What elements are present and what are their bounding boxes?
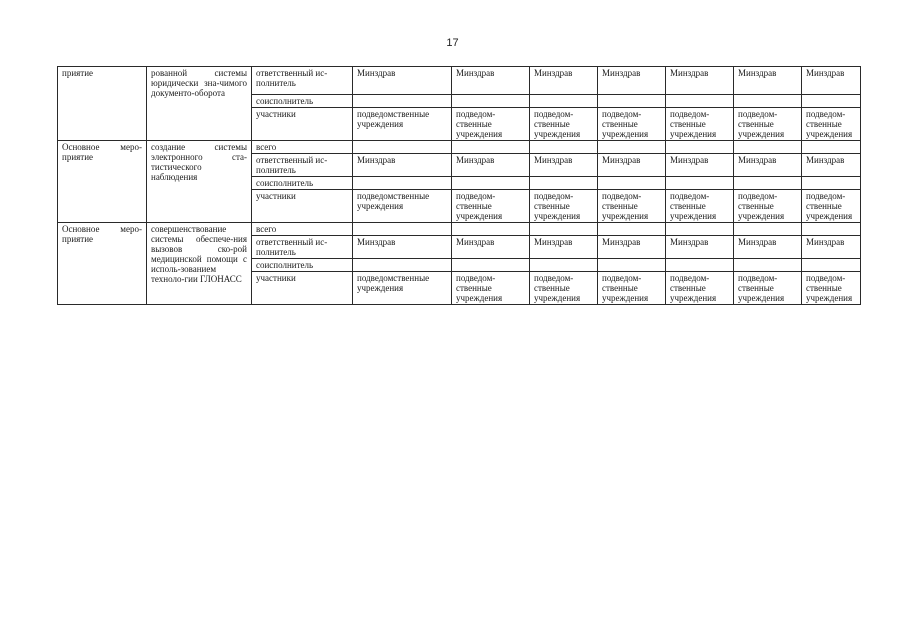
role-label-cell: всего (252, 223, 353, 236)
value-cell: подведом-ственные учреждения (530, 190, 598, 223)
role-label-cell: соисполнитель (252, 177, 353, 190)
value-cell (598, 223, 666, 236)
measure-type-cell: приятие (58, 67, 147, 141)
table-row (58, 223, 861, 236)
value-cell (666, 259, 734, 272)
value-cell: Минздрав (452, 236, 530, 259)
value-cell: подведом-ственные учреждения (734, 272, 802, 305)
value-cell (802, 95, 861, 108)
value-cell (734, 177, 802, 190)
value-cell (530, 177, 598, 190)
measure-name-cell: создание системы электронного ста-тистического наблюдения (147, 141, 252, 223)
value-cell (353, 223, 452, 236)
value-cell: Минздрав (452, 67, 530, 95)
value-cell: подведом-ственные учреждения (530, 108, 598, 141)
value-cell (666, 177, 734, 190)
value-cell: подведом-ственные учреждения (666, 108, 734, 141)
value-cell (353, 95, 452, 108)
measure-type-cell: Основное меро-приятие (58, 141, 147, 223)
value-cell (598, 95, 666, 108)
value-cell: подведом-ственные учреждения (598, 272, 666, 305)
role-label-cell: ответственный ис-полнитель (252, 236, 353, 259)
value-cell (802, 141, 861, 154)
value-cell (452, 259, 530, 272)
measure-name-cell: совершенствование системы обеспече-ния вызовов ско-рой медицинской помощи с исполь-зованием техноло-гии ГЛОНАСС (147, 223, 252, 305)
measure-type-cell: Основное меро-приятие (58, 223, 147, 305)
value-cell: подведом-ственные учреждения (734, 108, 802, 141)
page-number: 17 (446, 37, 459, 49)
value-cell: подведом-ственные учреждения (802, 272, 861, 305)
value-cell (452, 177, 530, 190)
value-cell: подведом-ственные учреждения (802, 190, 861, 223)
value-cell (353, 177, 452, 190)
role-label-cell: участники (252, 108, 353, 141)
role-label-cell: ответственный ис-полнитель (252, 67, 353, 95)
role-label-cell: соисполнитель (252, 259, 353, 272)
value-cell (666, 95, 734, 108)
value-cell: Минздрав (353, 154, 452, 177)
value-cell: подведом-ственные учреждения (666, 272, 734, 305)
role-label-cell: участники (252, 190, 353, 223)
value-cell: Минздрав (353, 236, 452, 259)
role-label-cell: ответственный ис-полнитель (252, 154, 353, 177)
value-cell (734, 141, 802, 154)
value-cell: Минздрав (734, 154, 802, 177)
value-cell (452, 223, 530, 236)
value-cell (452, 141, 530, 154)
value-cell: подведомственные учреждения (353, 108, 452, 141)
table-row (58, 141, 861, 154)
value-cell (734, 223, 802, 236)
value-cell (452, 95, 530, 108)
value-cell: подведом-ственные учреждения (452, 190, 530, 223)
value-cell: Минздрав (530, 154, 598, 177)
value-cell (734, 259, 802, 272)
value-cell (666, 141, 734, 154)
value-cell (530, 95, 598, 108)
value-cell: подведомственные учреждения (353, 272, 452, 305)
value-cell: подведом-ственные учреждения (598, 108, 666, 141)
value-cell: Минздрав (598, 67, 666, 95)
measures-table (57, 66, 861, 305)
value-cell: Минздрав (666, 67, 734, 95)
value-cell (530, 141, 598, 154)
value-cell: Минздрав (666, 154, 734, 177)
value-cell: подведомственные учреждения (353, 190, 452, 223)
value-cell: Минздрав (530, 236, 598, 259)
value-cell (802, 223, 861, 236)
value-cell: Минздрав (353, 67, 452, 95)
role-label-cell: всего (252, 141, 353, 154)
value-cell: подведом-ственные учреждения (452, 108, 530, 141)
value-cell: Минздрав (666, 236, 734, 259)
value-cell: Минздрав (598, 236, 666, 259)
value-cell (530, 259, 598, 272)
value-cell: Минздрав (452, 154, 530, 177)
value-cell: подведом-ственные учреждения (734, 190, 802, 223)
value-cell (598, 177, 666, 190)
value-cell (666, 223, 734, 236)
value-cell: Минздрав (530, 67, 598, 95)
value-cell (530, 223, 598, 236)
value-cell (598, 141, 666, 154)
role-label-cell: участники (252, 272, 353, 305)
value-cell (353, 259, 452, 272)
value-cell: подведом-ственные учреждения (802, 108, 861, 141)
table-row (58, 67, 861, 95)
value-cell: Минздрав (734, 67, 802, 95)
value-cell (353, 141, 452, 154)
value-cell: подведом-ственные учреждения (666, 190, 734, 223)
value-cell (734, 95, 802, 108)
value-cell: подведом-ственные учреждения (598, 190, 666, 223)
value-cell: Минздрав (802, 236, 861, 259)
value-cell: подведом-ственные учреждения (530, 272, 598, 305)
value-cell (598, 259, 666, 272)
value-cell: подведом-ственные учреждения (452, 272, 530, 305)
value-cell (802, 177, 861, 190)
value-cell: Минздрав (734, 236, 802, 259)
value-cell: Минздрав (802, 67, 861, 95)
value-cell: Минздрав (802, 154, 861, 177)
measure-name-cell: рованной системы юридически зна-чимого документо-оборота (147, 67, 252, 141)
role-label-cell: соисполнитель (252, 95, 353, 108)
value-cell (802, 259, 861, 272)
value-cell: Минздрав (598, 154, 666, 177)
